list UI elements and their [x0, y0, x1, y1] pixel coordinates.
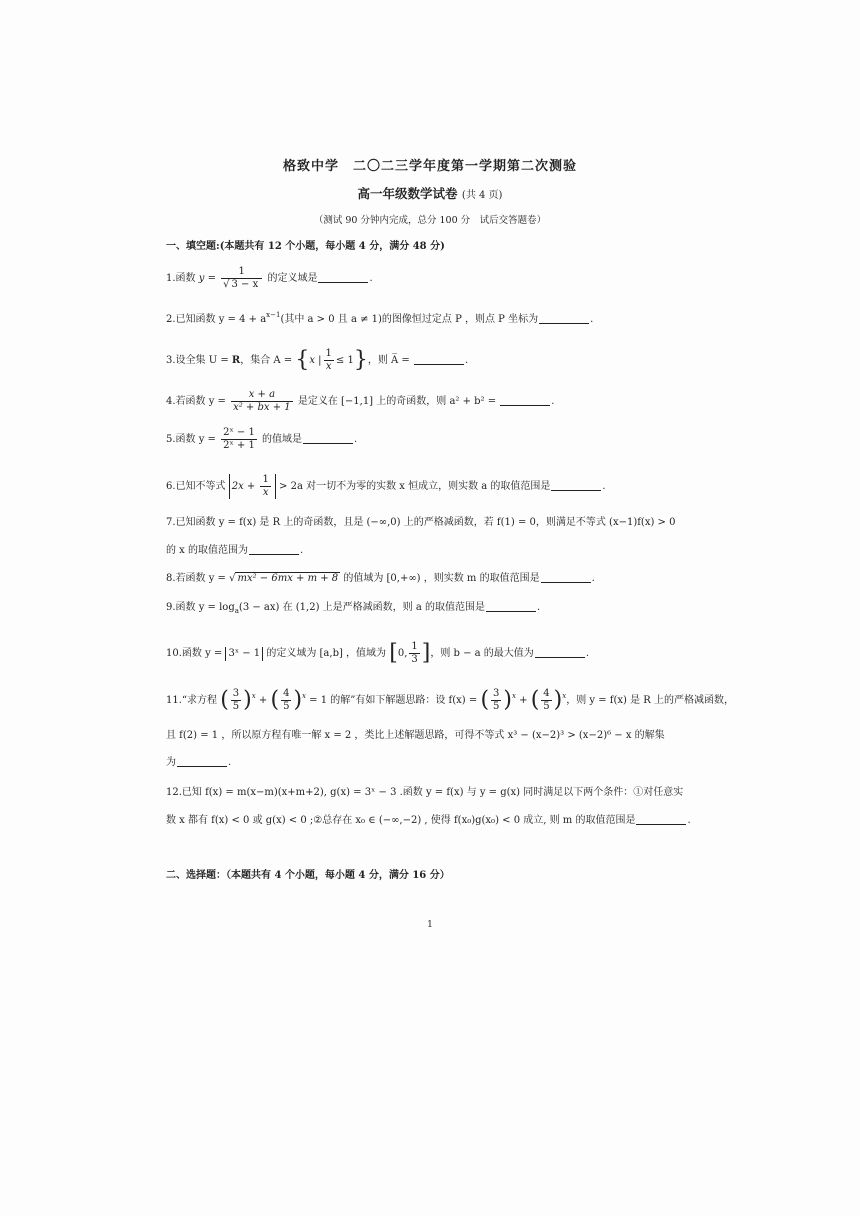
q3-den: x: [325, 361, 332, 372]
q11-frac-d: [541, 688, 551, 713]
question-1: 1.函数 y = $\frac{1}{√ 3 - x}$ 的定义域是 .: [166, 266, 373, 290]
q11-paren-3l: (: [480, 687, 490, 713]
q6-2x: 2x +: [231, 481, 259, 492]
q11-mid: = 1 的解”有如下解题思路：设 f(x) =: [305, 695, 481, 706]
q6-num: 1: [262, 474, 269, 485]
q11-plus-2: +: [515, 695, 531, 706]
q3-fraction: [324, 348, 334, 373]
q3-answer-blank[interactable]: [414, 354, 464, 365]
question-6: [166, 474, 606, 499]
q1-pre: 1.函数: [166, 273, 199, 284]
q3-mid: ，集合 A =: [240, 355, 296, 366]
page-number: 1: [427, 920, 433, 930]
q7-end: .: [300, 545, 304, 556]
q5-pre: 5.函数 y =: [166, 434, 220, 445]
q12-line2-text: 数 x 都有 f(x) < 0 或 g(x) < 0 ;②总存在 x₀ ∈ (−∞,−2) , 使得 f(x₀)g(x₀) < 0 成立, 则 m 的取值范围是: [166, 815, 636, 826]
q9-rest: (3 − ax) 在 (1,2) 上是严格减函数，则 a 的取值范围是: [238, 602, 485, 613]
question-12-line-1: 12.已知 f(x) = m(x−m)(x+m+2), g(x) = 3ˣ − 3 .函数 y = f(x) 与 y = g(x) 同时满足以下两个条件：①对任意实: [166, 787, 684, 798]
q10-post: ，则 b − a 的最大值为: [430, 648, 534, 659]
q11-paren-1r: ): [243, 687, 252, 713]
q1-num: 1: [221, 266, 262, 279]
q11-plus-1: +: [255, 695, 271, 706]
q3-num: 1: [325, 348, 332, 359]
q11-pow-2: x: [302, 692, 306, 700]
q6-pre: 6.已知不等式: [166, 481, 229, 492]
question-11-line-3: [166, 756, 231, 770]
q3-post: ，则 A̅ =: [367, 355, 413, 366]
question-8: [166, 572, 595, 586]
q4-fraction: [231, 389, 293, 414]
section-1-heading: 一、填空题:(本题共有 12 个小题，每小题 4 分，满分 48 分): [166, 241, 445, 252]
question-5: [166, 427, 357, 452]
q11-pow-3: x: [512, 692, 516, 700]
q3-brace-left: {: [295, 347, 310, 373]
q11-paren-1l: (: [220, 687, 229, 713]
q3-end: .: [464, 355, 469, 366]
q2-exponent: x−1: [266, 311, 281, 319]
q11-pow-1: x: [251, 692, 256, 700]
q11-line3-text: 为: [166, 757, 176, 768]
q9-end: .: [537, 602, 541, 613]
q6-answer-blank[interactable]: [551, 480, 601, 491]
q4-answer-blank[interactable]: [500, 395, 550, 406]
q10-bracket-left: [: [389, 640, 398, 666]
exam-subtitle: [0, 184, 860, 202]
question-11-line-2: 且 f(2) = 1 ，所以原方程有唯一解 x = 2 ，类比上述解题思路，可得不等式 x³ − (x−2)³ > (x−2)⁶ − x 的解集: [166, 730, 665, 741]
q5-answer-blank[interactable]: [303, 433, 353, 444]
q11-frac-c: [491, 688, 501, 713]
q2-rest: (其中 a > 0 且 a ≠ 1)的图像恒过定点 P ，则点 P 坐标为: [280, 314, 539, 325]
question-3: [166, 348, 468, 373]
section-2-heading: 二、选择题：（本题共有 4 个小题，每小题 4 分，满分 16 分）: [166, 870, 450, 881]
q8-radicand: mx² − 6mx + m + 8: [237, 573, 339, 584]
question-7-line-1: 7.已知函数 y = f(x) 是 R 上的奇函数，且是 (−∞,0) 上的严格减函数，若 f(1) = 0，则满足不等式 (x−1)f(x) > 0: [166, 517, 676, 528]
q10-pre: 10.函数 y =: [166, 648, 226, 659]
q11-pow-4: x: [562, 692, 567, 700]
q10-mid: 的定义域为 [a,b] ，值域为: [263, 648, 390, 659]
q11-frac-c-num: 3: [493, 688, 500, 699]
question-2: [166, 313, 593, 327]
q7-line2-text: 的 x 的取值范围为: [166, 545, 248, 556]
q4-post: 是定义在 [−1,1] 上的奇函数，则 a² + b² =: [294, 396, 500, 407]
q3-pre: 3.设全集 U =: [166, 355, 232, 366]
q3-le1: ≤ 1: [335, 355, 354, 366]
q1-sqrt: √: [223, 279, 230, 290]
q4-pre: 4.若函数 y =: [166, 396, 230, 407]
q11-end: .: [228, 757, 232, 768]
q11-pre: 11.“求方程: [166, 695, 221, 706]
q1-radicand: 3 − x: [231, 279, 259, 290]
q11-paren-4l: (: [530, 687, 540, 713]
q7-answer-blank[interactable]: [249, 544, 299, 555]
q11-frac-d-num: 4: [543, 688, 550, 699]
q3-R: R: [231, 355, 241, 366]
subtitle-text: 高一年级数学试卷: [357, 186, 458, 201]
q5-end: .: [354, 434, 358, 445]
q5-post: 的值域是: [258, 434, 302, 445]
q10-fraction: [409, 641, 419, 666]
q2-text: 2.已知函数 y = 4 + a: [166, 314, 267, 325]
q8-pre: 8.若函数 y =: [166, 573, 230, 584]
q6-abs: [229, 474, 276, 499]
exam-note: （测试 90 分钟内完成，总分 100 分 试后交答题卷）: [313, 215, 547, 226]
q10-end: .: [585, 648, 589, 659]
question-12-line-2: [166, 814, 691, 828]
exam-title: 格致中学 二〇二三学年度第一学期第二次测验: [282, 159, 577, 174]
q10-bracket-right: ]: [421, 640, 431, 666]
q6-den: x: [262, 487, 269, 498]
q1-end: .: [369, 273, 373, 284]
q9-answer-blank[interactable]: [486, 601, 536, 612]
q4-num: x + a: [231, 389, 293, 402]
q9-text: 9.函数 y = log: [166, 602, 235, 613]
q11-post: ，则 y = f(x) 是 R 上的严格减函数，: [566, 695, 734, 706]
q10-abs: 3ˣ − 1: [225, 647, 263, 661]
question-10: [166, 641, 589, 666]
q5-fraction: [221, 427, 257, 452]
q8-end: .: [591, 573, 595, 584]
page-count: (共 4 页): [461, 190, 503, 201]
q10-zero: 0,: [397, 648, 408, 659]
q6-post: > 2a 对一切不为零的实数 x 恒成立，则实数 a 的取值范围是: [275, 481, 551, 492]
q9-log-base: a: [234, 607, 239, 615]
q11-frac-b: [281, 688, 291, 713]
q11-paren-2r: ): [293, 687, 303, 713]
q11-paren-2l: (: [270, 687, 280, 713]
q10-den: 3: [411, 654, 418, 665]
q8-answer-blank[interactable]: [541, 572, 591, 583]
q10-num: 1: [411, 641, 418, 652]
q11-frac-a: [231, 688, 241, 713]
question-11-line-1: [166, 688, 734, 713]
q5-den: 2ˣ + 1: [223, 440, 255, 451]
q11-frac-a-den: 5: [232, 701, 240, 712]
q8-post: 的值域为 [0,+∞) ，则实数 m 的取值范围是: [340, 573, 540, 584]
q11-paren-3r: ): [503, 687, 512, 713]
q1-post: 的定义域是: [267, 273, 318, 284]
q1-y: y: [198, 273, 205, 284]
q1-fraction: [221, 266, 262, 291]
q6-end: .: [602, 481, 606, 492]
question-4: [166, 389, 554, 414]
q6-fraction: [260, 474, 270, 499]
q2-answer-blank[interactable]: [539, 313, 589, 324]
q8-sqrt: √: [229, 573, 236, 584]
q3-bar: |: [318, 355, 322, 366]
q3-brace-right: }: [353, 347, 368, 373]
question-9: [166, 601, 540, 615]
q3-x: x: [309, 355, 315, 366]
q5-num: 2ˣ − 1: [223, 427, 255, 438]
q11-frac-c-den: 5: [493, 701, 500, 712]
q11-paren-4r: ): [553, 687, 563, 713]
q12-answer-blank[interactable]: [636, 814, 686, 825]
q12-end: .: [687, 815, 691, 826]
q1-den: [221, 279, 262, 291]
q4-end: .: [551, 396, 555, 407]
q1-answer-blank[interactable]: [318, 272, 368, 283]
q11-frac-d-den: 5: [543, 701, 550, 712]
q11-frac-b-den: 5: [283, 701, 290, 712]
q10-answer-blank[interactable]: [535, 647, 585, 658]
q11-frac-b-num: 4: [283, 688, 290, 699]
q4-den: x² + bx + 1: [233, 402, 291, 413]
q11-answer-blank[interactable]: [177, 756, 227, 767]
q11-frac-a-num: 3: [232, 688, 240, 699]
question-7-line-2: [166, 544, 303, 558]
q2-end: .: [590, 314, 594, 325]
